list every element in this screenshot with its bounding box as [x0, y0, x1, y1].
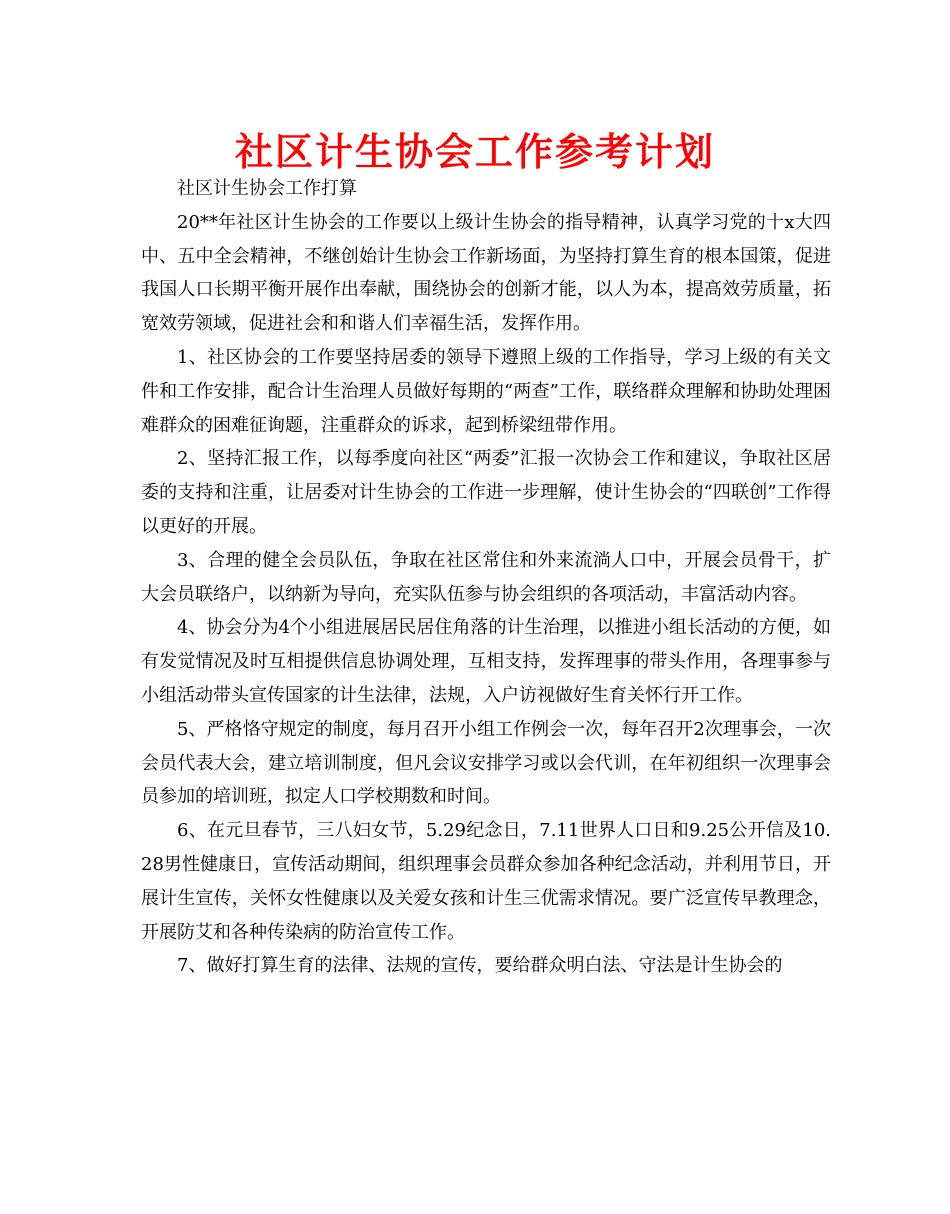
paragraph-4: 4、协会分为4个小组进展居民居住角落的计生治理，以推进小组长活动的方便，如有发觉情况及时互相提供信息协调处理，互相支持，发挥理事的带头作用，各理事参与小组活动带头宣传国家的计生法律，法规，入户访视做好生育关怀行开工作。 [141, 617, 831, 706]
paragraph-2: 2、坚持汇报工作，以每季度向社区“两委”汇报一次协会工作和建议，争取社区居委的支持和注重，让居委对计生协会的工作进一步理解，使计生协会的“四联创”工作得以更好的开展。 [141, 448, 831, 537]
paragraph-1: 1、社区协会的工作要坚持居委的领导下遵照上级的工作指导，学习上级的有关文件和工作安排，配合计生治理人员做好每期的“两查”工作，联络群众理解和协助处理困难群众的困难征询题，注重群众的诉求，起到桥梁纽带作用。 [141, 346, 831, 436]
paragraph-7: 7、做好打算生育的法律、法规的宣传，要给群众明白法、守法是计生协会的 [177, 955, 783, 977]
document-title: 社区计生协会工作参考计划 [234, 129, 715, 174]
document-subtitle: 社区计生协会工作打算 [177, 178, 357, 199]
paragraph-6: 6、在元旦春节，三八妇女节，5.29纪念日，7.11世界人口日和9.25公开信及10.28男性健康日，宣传活动期间，组织理事会员群众参加各种纪念活动，并利用节日，开展计生宣传，关怀女性健康以及关爱女孩和计生三优需求情况。要广泛宣传早教理念，开展防艾和各种传染病的防治宣传工作。 [141, 820, 831, 943]
paragraph-5: 5、严格恪守规定的制度，每月召开小组工作例会一次，每年召开2次理事会，一次会员代表大会，建立培训制度，但凡会议安排学习或以会代训，在年初组织一次理事会员参加的培训班，拟定人口学校期数和时间。 [141, 718, 831, 808]
paragraph-intro: 20**年社区计生协会的工作要以上级计生协会的指导精神，认真学习党的十x大四中、五中全会精神，不继创始计生协会工作新场面，为坚持打算生育的根本国策，促进我国人口长期平衡开展作出奉献，围绕协会的创新才能，以人为本，提高效劳质量，拓宽效劳领域，促进社会和和谐人们幸福生活，发挥作用。 [141, 211, 831, 335]
paragraph-3: 3、合理的健全会员队伍，争取在社区常住和外来流淌人口中，开展会员骨干，扩大会员联络户，以纳新为导向，充实队伍参与协会组织的各项活动，丰富活动内容。 [141, 549, 831, 605]
document-body [141, 172, 831, 983]
